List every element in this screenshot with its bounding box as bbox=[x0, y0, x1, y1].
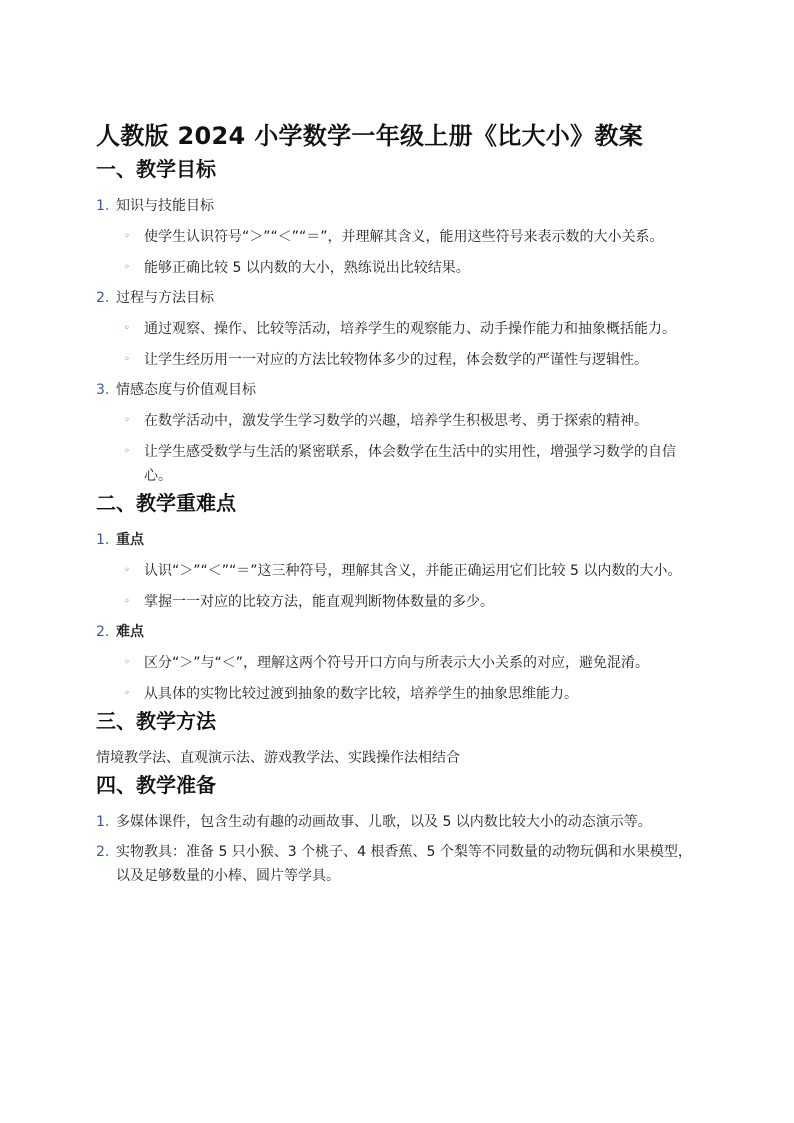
sub-list-item bbox=[116, 256, 698, 280]
list-item-label: 多媒体课件，包含生动有趣的动画故事、儿歌，以及 5 以内数比较大小的动态演示等。 bbox=[116, 814, 652, 830]
list-number: 2. bbox=[96, 290, 110, 306]
sub-item-text: 让学生经历用一一对应的方法比较物体多少的过程，体会数学的严谨性与逻辑性。 bbox=[144, 352, 648, 368]
list-item bbox=[96, 840, 698, 888]
list-item bbox=[96, 194, 698, 280]
objectives-list bbox=[96, 194, 698, 488]
bullet-icon: ◦ bbox=[124, 657, 130, 668]
sub-item-text: 使学生认识符号“＞”“＜”“＝”，并理解其含义，能用这些符号来表示数的大小关系。 bbox=[144, 229, 664, 245]
sub-list bbox=[116, 409, 698, 488]
list-item-label: 情感态度与价值观目标 bbox=[116, 382, 256, 398]
sub-item-text: 让学生感受数学与生活的紧密联系，体会数学在生活中的实用性，增强学习数学的自信心。 bbox=[144, 444, 676, 484]
sub-list-item bbox=[116, 682, 698, 706]
methods-paragraph: 情境教学法、直观演示法、游戏教学法、实践操作法相结合 bbox=[96, 750, 460, 766]
preparation-list bbox=[96, 810, 698, 888]
sub-list-item bbox=[116, 409, 698, 433]
sub-item-text: 认识“＞”“＜”“＝”这三种符号，理解其含义，并能正确运用它们比较 5 以内数的大小。 bbox=[144, 563, 682, 579]
list-item-label: 知识与技能目标 bbox=[116, 198, 214, 214]
sub-list bbox=[116, 225, 698, 280]
list-number: 2. bbox=[96, 624, 110, 640]
bullet-icon: ◦ bbox=[124, 262, 130, 273]
list-item-label: 难点 bbox=[116, 624, 144, 640]
bullet-icon: ◦ bbox=[124, 415, 130, 426]
bullet-icon: ◦ bbox=[124, 323, 130, 334]
section-heading-preparation: 四、教学准备 bbox=[96, 773, 216, 797]
sub-item-text: 掌握一一对应的比较方法，能直观判断物体数量的多少。 bbox=[144, 594, 494, 610]
list-number: 1. bbox=[96, 198, 110, 214]
list-item bbox=[96, 620, 698, 706]
list-item-label: 实物教具：准备 5 只小猴、3 个桃子、4 根香蕉、5 个梨等不同数量的动物玩偶和水果模型，以及足够数量的小棒、圆片等学具。 bbox=[116, 844, 692, 884]
sub-list-item bbox=[116, 225, 698, 249]
sub-list bbox=[116, 559, 698, 614]
sub-list-item bbox=[116, 317, 698, 341]
sub-item-text: 通过观察、操作、比较等活动，培养学生的观察能力、动手操作能力和抽象概括能力。 bbox=[144, 321, 676, 337]
bullet-icon: ◦ bbox=[124, 354, 130, 365]
bullet-icon: ◦ bbox=[124, 446, 130, 457]
sub-list-item bbox=[116, 559, 698, 583]
bullet-icon: ◦ bbox=[124, 565, 130, 576]
sub-item-text: 能够正确比较 5 以内数的大小，熟练说出比较结果。 bbox=[144, 260, 470, 276]
list-number: 1. bbox=[96, 532, 110, 548]
sub-list bbox=[116, 651, 698, 706]
bullet-icon: ◦ bbox=[124, 688, 130, 699]
section-heading-objectives: 一、教学目标 bbox=[96, 157, 216, 181]
key-points-list bbox=[96, 528, 698, 706]
bullet-icon: ◦ bbox=[124, 596, 130, 607]
bullet-icon: ◦ bbox=[124, 231, 130, 242]
sub-list-item bbox=[116, 440, 698, 488]
list-item-label: 重点 bbox=[116, 532, 144, 548]
sub-list bbox=[116, 317, 698, 372]
list-number: 1. bbox=[96, 814, 110, 830]
section-heading-key-points: 二、教学重难点 bbox=[96, 491, 236, 515]
sub-list-item bbox=[116, 348, 698, 372]
list-number: 2. bbox=[96, 844, 110, 860]
list-item-label: 过程与方法目标 bbox=[116, 290, 214, 306]
list-item bbox=[96, 528, 698, 614]
sub-list-item bbox=[116, 651, 698, 675]
list-item bbox=[96, 286, 698, 372]
list-number: 3. bbox=[96, 382, 110, 398]
section-heading-methods: 三、教学方法 bbox=[96, 709, 216, 733]
sub-item-text: 从具体的实物比较过渡到抽象的数字比较，培养学生的抽象思维能力。 bbox=[144, 686, 578, 702]
list-item bbox=[96, 378, 698, 488]
document-title: 人教版 2024 小学数学一年级上册《比大小》教案 bbox=[96, 122, 644, 150]
sub-item-text: 在数学活动中，激发学生学习数学的兴趣，培养学生积极思考、勇于探索的精神。 bbox=[144, 413, 648, 429]
sub-item-text: 区分“＞”与“＜”，理解这两个符号开口方向与所表示大小关系的对应，避免混淆。 bbox=[144, 655, 650, 671]
list-item bbox=[96, 810, 698, 834]
sub-list-item bbox=[116, 590, 698, 614]
